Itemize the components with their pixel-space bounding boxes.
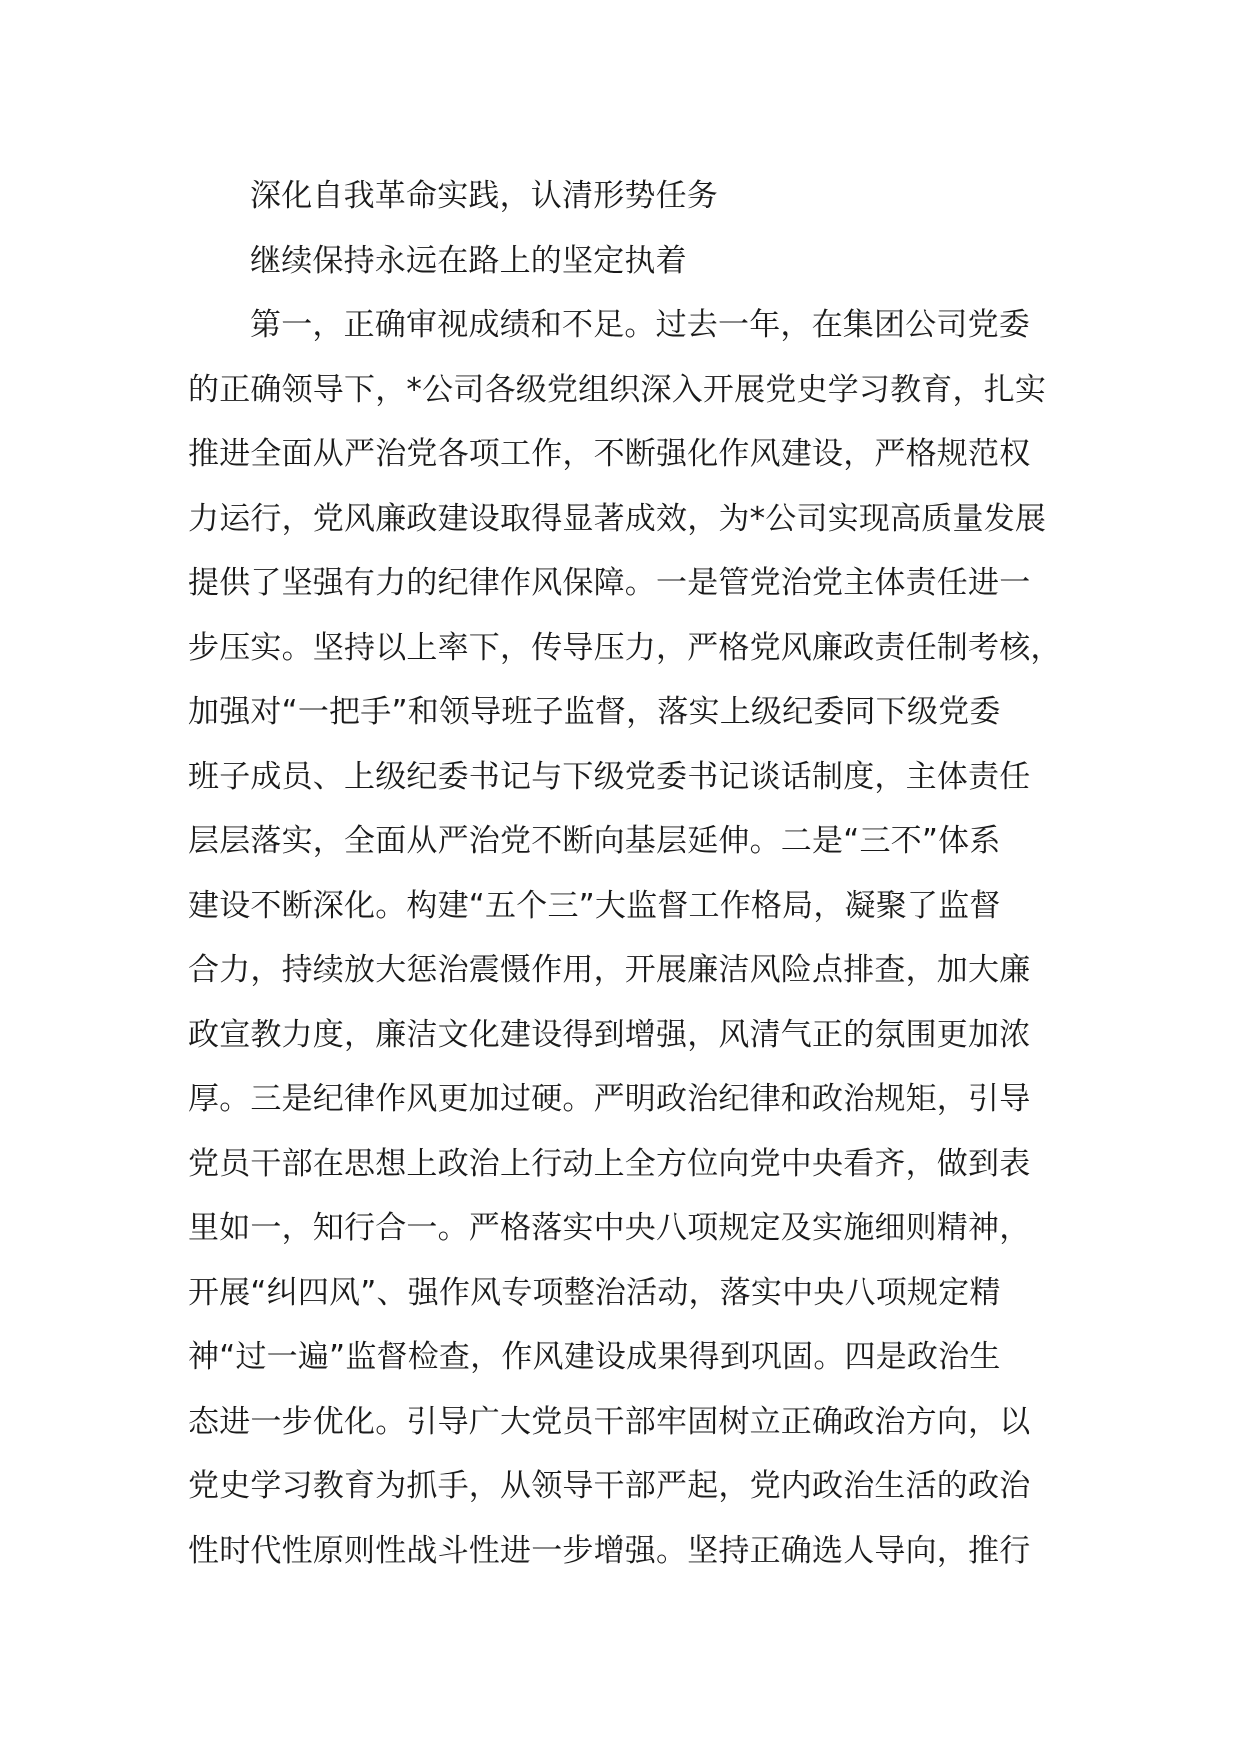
body-line: 态进一步优化。引导广大党员干部牢固树立正确政治方向，以 bbox=[188, 1403, 1031, 1440]
body-line: 党史学习教育为抓手，从领导干部严起，党内政治生活的政治 bbox=[188, 1468, 1031, 1504]
body-line: 厚。三是纪律作风更加过硬。严明政治纪律和政治规矩，引导 bbox=[188, 1081, 1031, 1117]
heading-line-1: 深化自我革命实践，认清形势任务 bbox=[250, 178, 718, 214]
heading-line-2: 继续保持永远在路上的坚定执着 bbox=[250, 242, 687, 279]
body-line: 神“过一遍”监督检查，作风建设成果得到巩固。四是政治生 bbox=[188, 1339, 1001, 1375]
body-line: 开展“纠四风”、强作风专项整治活动，落实中央八项规定精 bbox=[188, 1274, 1001, 1311]
body-line: 党员干部在思想上政治上行动上全方位向党中央看齐，做到表 bbox=[188, 1145, 1031, 1182]
body-line: 政宣教力度，廉洁文化建设得到增强，风清气正的氛围更加浓 bbox=[188, 1016, 1031, 1053]
body-line: 第一，正确审视成绩和不足。过去一年，在集团公司党委 bbox=[250, 307, 1030, 343]
body-line: 合力，持续放大惩治震慑作用，开展廉洁风险点排查，加大廉 bbox=[188, 952, 1031, 988]
body-line: 加强对“一把手”和领导班子监督，落实上级纪委同下级党委 bbox=[188, 694, 1001, 730]
body-line: 班子成员、上级纪委书记与下级党委书记谈话制度，主体责任 bbox=[188, 758, 1031, 795]
document-body bbox=[188, 164, 1083, 1583]
body-line: 力运行，党风廉政建设取得显著成效，为*公司实现高质量发展 bbox=[188, 500, 1047, 537]
body-line: 层层落实，全面从严治党不断向基层延伸。二是“三不”体系 bbox=[188, 823, 1001, 859]
body-line: 提供了坚强有力的纪律作风保障。一是管党治党主体责任进一 bbox=[188, 565, 1031, 601]
body-line: 的正确领导下，*公司各级党组织深入开展党史学习教育，扎实 bbox=[188, 371, 1047, 408]
body-line: 推进全面从严治党各项工作，不断强化作风建设，严格规范权 bbox=[188, 436, 1031, 472]
body-line: 步压实。坚持以上率下，传导压力，严格党风廉政责任制考核， bbox=[188, 629, 1062, 666]
body-line: 里如一，知行合一。严格落实中央八项规定及实施细则精神， bbox=[188, 1210, 1031, 1246]
body-line: 建设不断深化。构建“五个三”大监督工作格局，凝聚了监督 bbox=[188, 887, 1001, 924]
body-line: 性时代性原则性战斗性进一步增强。坚持正确选人导向，推行 bbox=[188, 1532, 1031, 1569]
